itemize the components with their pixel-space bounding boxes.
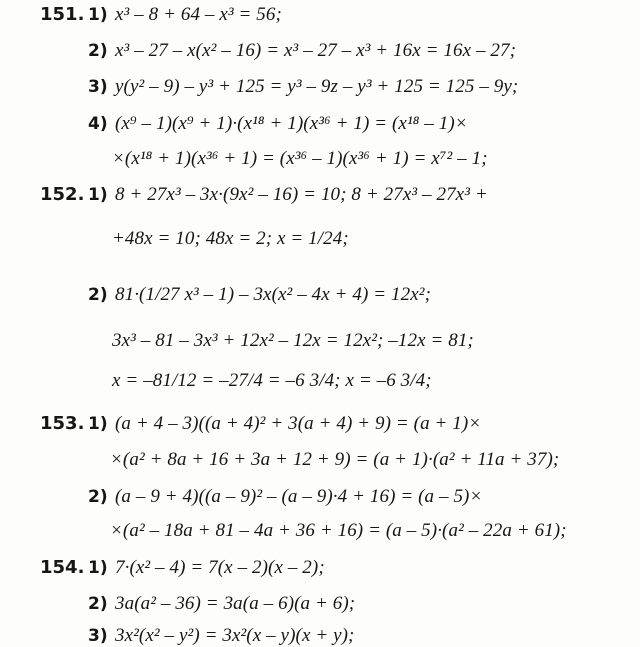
equation-151-4-line-1: (x⁹ – 1)(x⁹ + 1)·(x¹⁸ + 1)(x³⁶ + 1) = (x¹⁸ – 1)× (115, 113, 468, 134)
item-label-151-3: 3) (88, 77, 108, 97)
item-label-152-1: 1) (88, 185, 108, 205)
equation-151-4-line-2: ×(x¹⁸ + 1)(x³⁶ + 1) = (x³⁶ – 1)(x³⁶ + 1) = x⁷² – 1; (112, 148, 488, 169)
equation-152-1-line-2: +48x = 10; 48x = 2; x = 1/24; (112, 228, 349, 249)
equation-154-1: 7·(x² – 4) = 7(x – 2)(x – 2); (115, 557, 325, 578)
item-label-152-2: 2) (88, 285, 108, 305)
equation-154-2: 3a(a² – 36) = 3a(a – 6)(a + 6); (115, 593, 356, 614)
equation-151-3: y(y² – 9) – y³ + 125 = y³ – 9z – y³ + 125 = 125 – 9y; (115, 76, 519, 97)
problem-number-152: 152. (40, 184, 85, 205)
problem-number-154: 154. (40, 557, 85, 578)
equation-152-1-line-1: 8 + 27x³ – 3x·(9x² – 16) = 10; 8 + 27x³ – 27x³ + (115, 184, 488, 205)
equation-153-1-line-2: ×(a² + 8a + 16 + 3a + 12 + 9) = (a + 1)·(a² + 11a + 37); (110, 449, 560, 470)
item-label-153-2: 2) (88, 487, 108, 507)
equation-153-2-line-2: ×(a² – 18a + 81 – 4a + 36 + 16) = (a – 5)·(a² – 22a + 61); (110, 520, 567, 541)
equation-154-3: 3x²(x² – y²) = 3x²(x – y)(x + y); (115, 625, 355, 646)
item-label-154-1: 1) (88, 558, 108, 578)
problem-number-151: 151. (40, 4, 85, 25)
item-label-151-2: 2) (88, 41, 108, 61)
item-label-153-1: 1) (88, 414, 108, 434)
equation-153-2-line-1: (a – 9 + 4)((a – 9)² – (a – 9)·4 + 16) = (a – 5)× (115, 486, 483, 507)
problem-number-153: 153. (40, 413, 85, 434)
equation-152-2-line-1: 81·(1/27 x³ – 1) – 3x(x² – 4x + 4) = 12x²; (115, 284, 432, 305)
equation-151-2: x³ – 27 – x(x² – 16) = x³ – 27 – x³ + 16x = 16x – 27; (115, 40, 517, 61)
equation-153-1-line-1: (a + 4 – 3)((a + 4)² + 3(a + 4) + 9) = (a + 1)× (115, 413, 482, 434)
equation-151-1: x³ – 8 + 64 – x³ = 56; (115, 4, 282, 25)
item-label-151-1: 1) (88, 5, 108, 25)
equation-152-2-line-3: x = –81/12 = –27/4 = –6 3/4; x = –6 3/4; (112, 370, 432, 391)
item-label-154-3: 3) (88, 626, 108, 646)
item-label-154-2: 2) (88, 594, 108, 614)
item-label-151-4: 4) (88, 114, 108, 134)
equation-152-2-line-2: 3x³ – 81 – 3x³ + 12x² – 12x = 12x²; –12x = 81; (112, 330, 474, 351)
